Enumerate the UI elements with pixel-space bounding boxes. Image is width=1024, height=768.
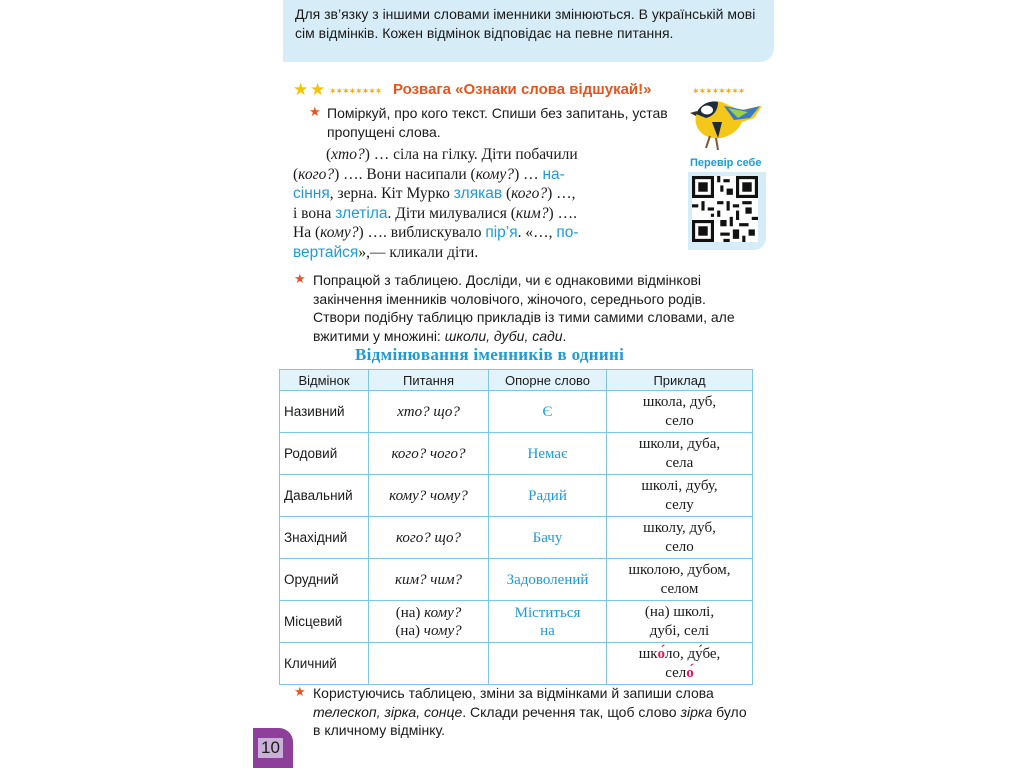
- task-star-icon: ★: [294, 271, 306, 286]
- story-line: (хто?) … сіла на гілку. Діти побачили: [326, 146, 578, 163]
- star-icon: ★: [310, 80, 326, 99]
- header-support-word: Опорне слово: [489, 370, 607, 391]
- table-row: Давальний кому? чому? Радий школі, дубу, селу: [280, 475, 753, 517]
- story-line: На (кому?) …. виблискувало пір’я. «…, по-: [293, 224, 579, 242]
- story-line: сіння, зерна. Кіт Мурко злякав (кого?) …,: [293, 185, 576, 203]
- task3-text: Користуючись таблицею, зміни за відмінками й запиши слова телескоп, зірка, сонце. Склади речення так, щоб слово зірка було в кличному відмінку.: [313, 685, 747, 739]
- header-case: Відмінок: [280, 370, 369, 391]
- rule-box: [283, 0, 774, 62]
- rule-text: Для зв’язку з іншими словами іменники змінюються. В українській мові сім відмінків. Кожен відмінок відповідає на певне питання.: [295, 6, 756, 41]
- story-line: вертайся»,— кликали діти.: [293, 243, 479, 261]
- qr-code-icon[interactable]: [692, 176, 758, 242]
- table-row: Знахідний кого? що? Бачу школу, дуб, село: [280, 517, 753, 559]
- table-header-row: [280, 370, 753, 391]
- declension-table: [279, 369, 753, 685]
- table-row: Орудний ким? чим? Задоволений школою, дубом, селом: [280, 559, 753, 601]
- table-row: Родовий кого? чого? Немає школи, дуба, села: [280, 433, 753, 475]
- dots-decoration: ✶✶✶✶✶✶✶✶: [692, 86, 745, 96]
- story-line: (кого?) …. Вони насипали (кому?) … на-: [293, 165, 565, 183]
- table-row: Місцевий (на) кому? (на) чому? Міститься на (на) школі, дубі, селі: [280, 601, 753, 643]
- task2-text: Попрацюй з таблицею. Досліди, чи є однаковими відмінкові закінчення іменників чоловічого, жіночого, середнього родів. Створи подібну таблицю прикладів із тими самими словами, але вжитими у множині: школи, дуби, сади.: [313, 272, 735, 344]
- titmouse-bird-icon: [688, 92, 766, 154]
- game-heading: Розвага «Ознаки слова відшукай!»: [393, 81, 652, 98]
- page-number: 10: [258, 738, 283, 758]
- check-yourself-label: Перевір себе: [690, 157, 762, 169]
- task-star-icon: ★: [294, 684, 306, 699]
- story-text: [293, 145, 673, 263]
- table-row: Називний хто? що? Є школа, дуб, село: [280, 391, 753, 433]
- page-number-tab: [253, 728, 293, 768]
- task1-text: Поміркуй, про кого текст. Спиши без запитань, устав пропущені слова.: [327, 105, 668, 140]
- header-question: Питання: [369, 370, 489, 391]
- table-row: Кличний шко́ло, ду́бе, село́: [280, 643, 753, 685]
- header-example: Приклад: [607, 370, 753, 391]
- task-star-icon: ★: [309, 104, 321, 119]
- star-icon: ★: [293, 80, 309, 99]
- story-line: і вона злетіла. Діти милувалися (ким?) ….: [293, 204, 577, 222]
- dots-decoration: ✶✶✶✶✶✶✶✶: [329, 86, 382, 96]
- qr-code-frame[interactable]: [688, 172, 766, 250]
- table-title: Відмінювання іменників в однині: [355, 345, 625, 364]
